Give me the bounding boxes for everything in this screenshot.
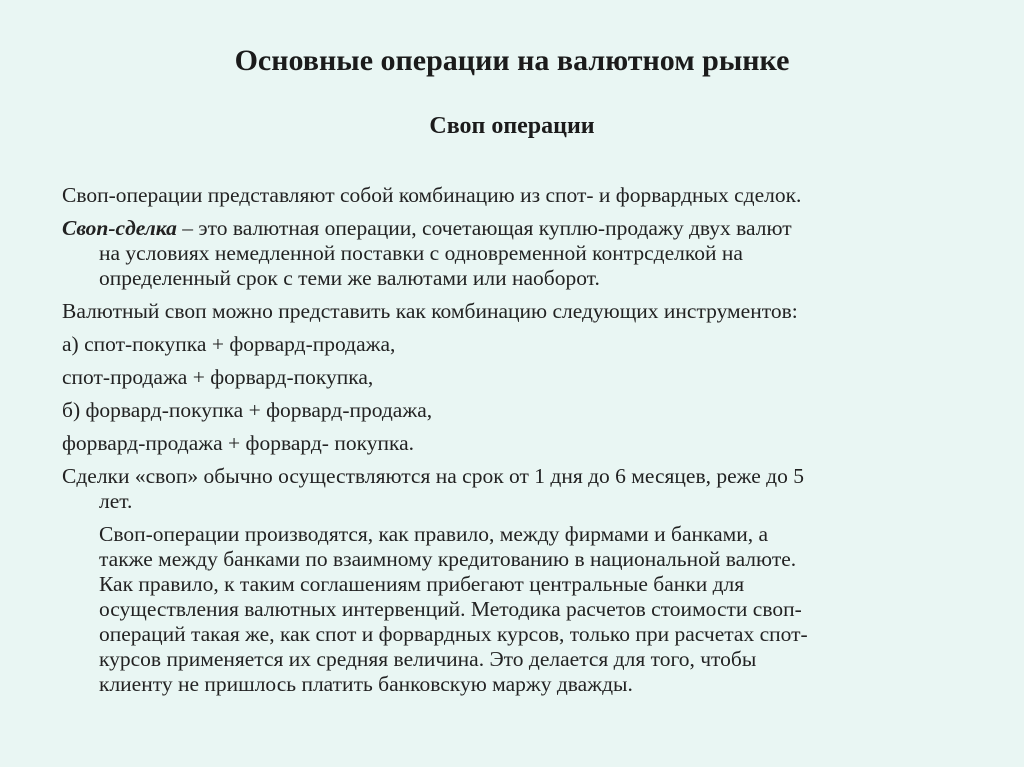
list-item-b: б) форвард-покупка + форвард-продажа, (62, 398, 433, 422)
paragraph-swap-intro: Своп-операции представляют собой комбинацию из спот- и форвардных сделок. (62, 183, 802, 207)
slide-subtitle: Своп операции (429, 113, 595, 139)
definition-line-2: на условиях немедленной поставки с одновременной контрсделкой на (99, 241, 743, 265)
paragraph-swap-definition (62, 216, 982, 291)
paragraph-swap-details: Своп-операции производятся, как правило, между фирмами и банками, а также между банками по взаимному кредитованию в национальной валюте. Как правило, к таким соглашениям прибегают центральные банки для осуществления валютных интервенций. Методика расчетов стоимости своп- операций такая же, как спот и форвардных курсов, только при расчетах спот- курсов применяется их средняя величина. Это делается для того, чтобы клиенту не пришлось платить банковскую маржу дважды. (99, 522, 808, 696)
paragraph-instruments: Валютный своп можно представить как комбинацию следующих инструментов: (62, 299, 798, 323)
list-item-a-2: спот-продажа + форвард-покупка, (62, 365, 374, 389)
list-item-a: а) спот-покупка + форвард-продажа, (62, 332, 396, 356)
definition-text: – это валютная операции, сочетающая куплю-продажу двух валют (176, 216, 792, 240)
paragraph-swap-term: Сделки «своп» обычно осуществляются на срок от 1 дня до 6 месяцев, реже до 5 лет. (62, 464, 804, 513)
term-swap-deal: Своп-сделка (62, 216, 177, 240)
slide-body (62, 183, 982, 697)
slide-title: Основные операции на валютном рынке (234, 44, 790, 77)
list-item-b-2: форвард-продажа + форвард- покупка. (62, 431, 415, 455)
definition-line-3: определенный срок с теми же валютами или наоборот. (99, 266, 600, 290)
